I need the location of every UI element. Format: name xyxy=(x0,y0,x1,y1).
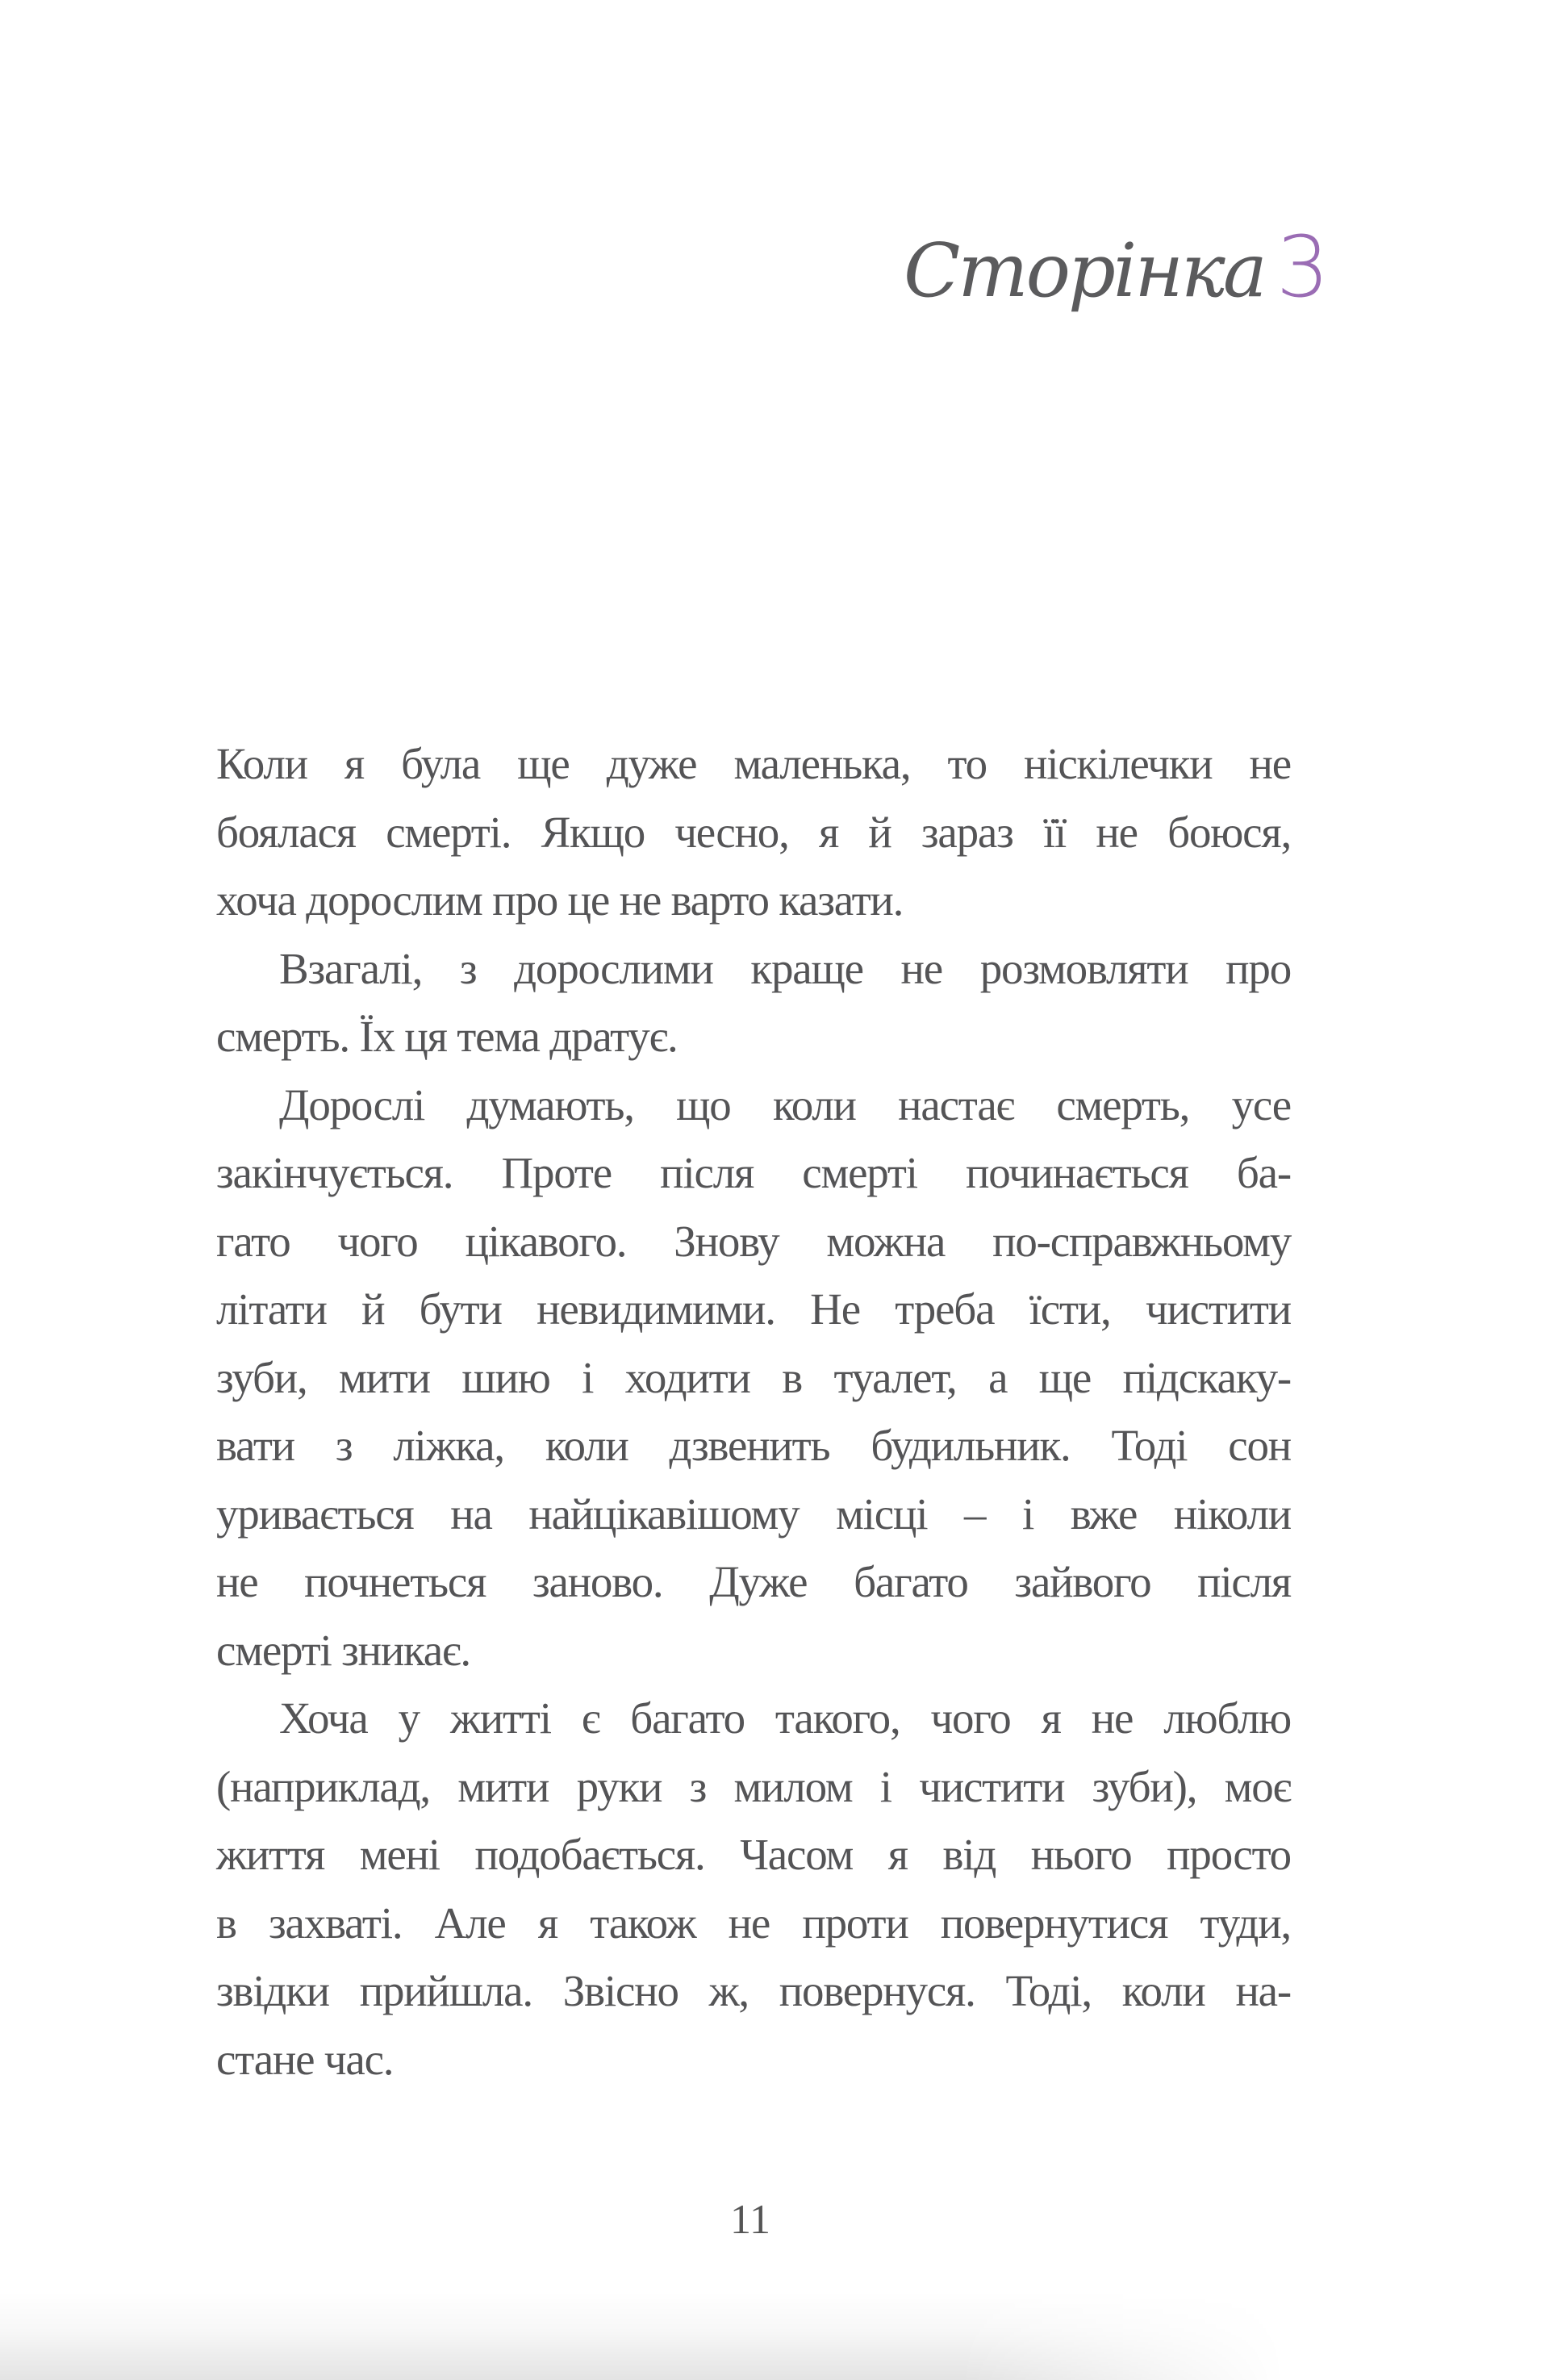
paragraph xyxy=(216,1071,1291,1685)
text-line: звідки прийшла. Звісно ж, повернуся. Тоді, коли на- xyxy=(216,1966,1291,2015)
text-line: життя мені подобається. Часом я від нього просто xyxy=(216,1830,1291,1879)
text-line: Взагалі, з дорослими краще не розмовляти про xyxy=(279,943,1291,993)
paragraph xyxy=(216,1685,1291,2094)
text-line: боялася смерті. Якщо чесно, я й зараз її не боюся, xyxy=(216,807,1291,857)
text-line: хоча дорослим про це не варто казати. xyxy=(216,875,904,925)
text-line: смерті зникає. xyxy=(216,1625,470,1675)
text-line: Хоча у житті є багато такого, чого я не люблю xyxy=(279,1693,1291,1743)
paragraph xyxy=(216,935,1291,1071)
text-line: літати й бути невидимими. Не треба їсти, чистити xyxy=(216,1284,1291,1334)
chapter-heading-number: 3 xyxy=(1276,218,1330,316)
text-line: закінчується. Проте після смерті починається ба- xyxy=(216,1148,1291,1197)
text-line: вати з ліжка, коли дзвенить будильник. Тоді сон xyxy=(216,1421,1291,1470)
text-line: (наприклад, мити руки з милом і чистити зуби), моє xyxy=(216,1761,1291,1811)
page-number: 11 xyxy=(729,2197,771,2243)
chapter-body xyxy=(216,730,1291,2094)
chapter-heading xyxy=(904,218,1330,331)
page-edge-shadow xyxy=(0,2291,1549,2380)
text-line: в захваті. Але я також не проти повернутися туди, xyxy=(216,1898,1291,1948)
text-line: смерть. Їх ця тема дратує. xyxy=(216,1012,678,1061)
text-line: Дорослі думають, що коли настає смерть, усе xyxy=(279,1079,1291,1129)
text-line: не почнеться заново. Дуже багато зайвого після xyxy=(216,1557,1291,1606)
text-line: Коли я була ще дуже маленька, то ніскілечки не xyxy=(216,739,1291,788)
text-line: зуби, мити шию і ходити в туалет, а ще підскаку- xyxy=(216,1352,1291,1402)
text-line: гато чого цікавого. Знову можна по-справжньому xyxy=(216,1216,1291,1266)
text-line: уривається на найцікавішому місці – і вже ніколи xyxy=(216,1489,1291,1539)
paragraph xyxy=(216,730,1291,935)
text-line: стане час. xyxy=(216,2034,394,2084)
chapter-heading-word: Сторінка xyxy=(904,228,1265,314)
